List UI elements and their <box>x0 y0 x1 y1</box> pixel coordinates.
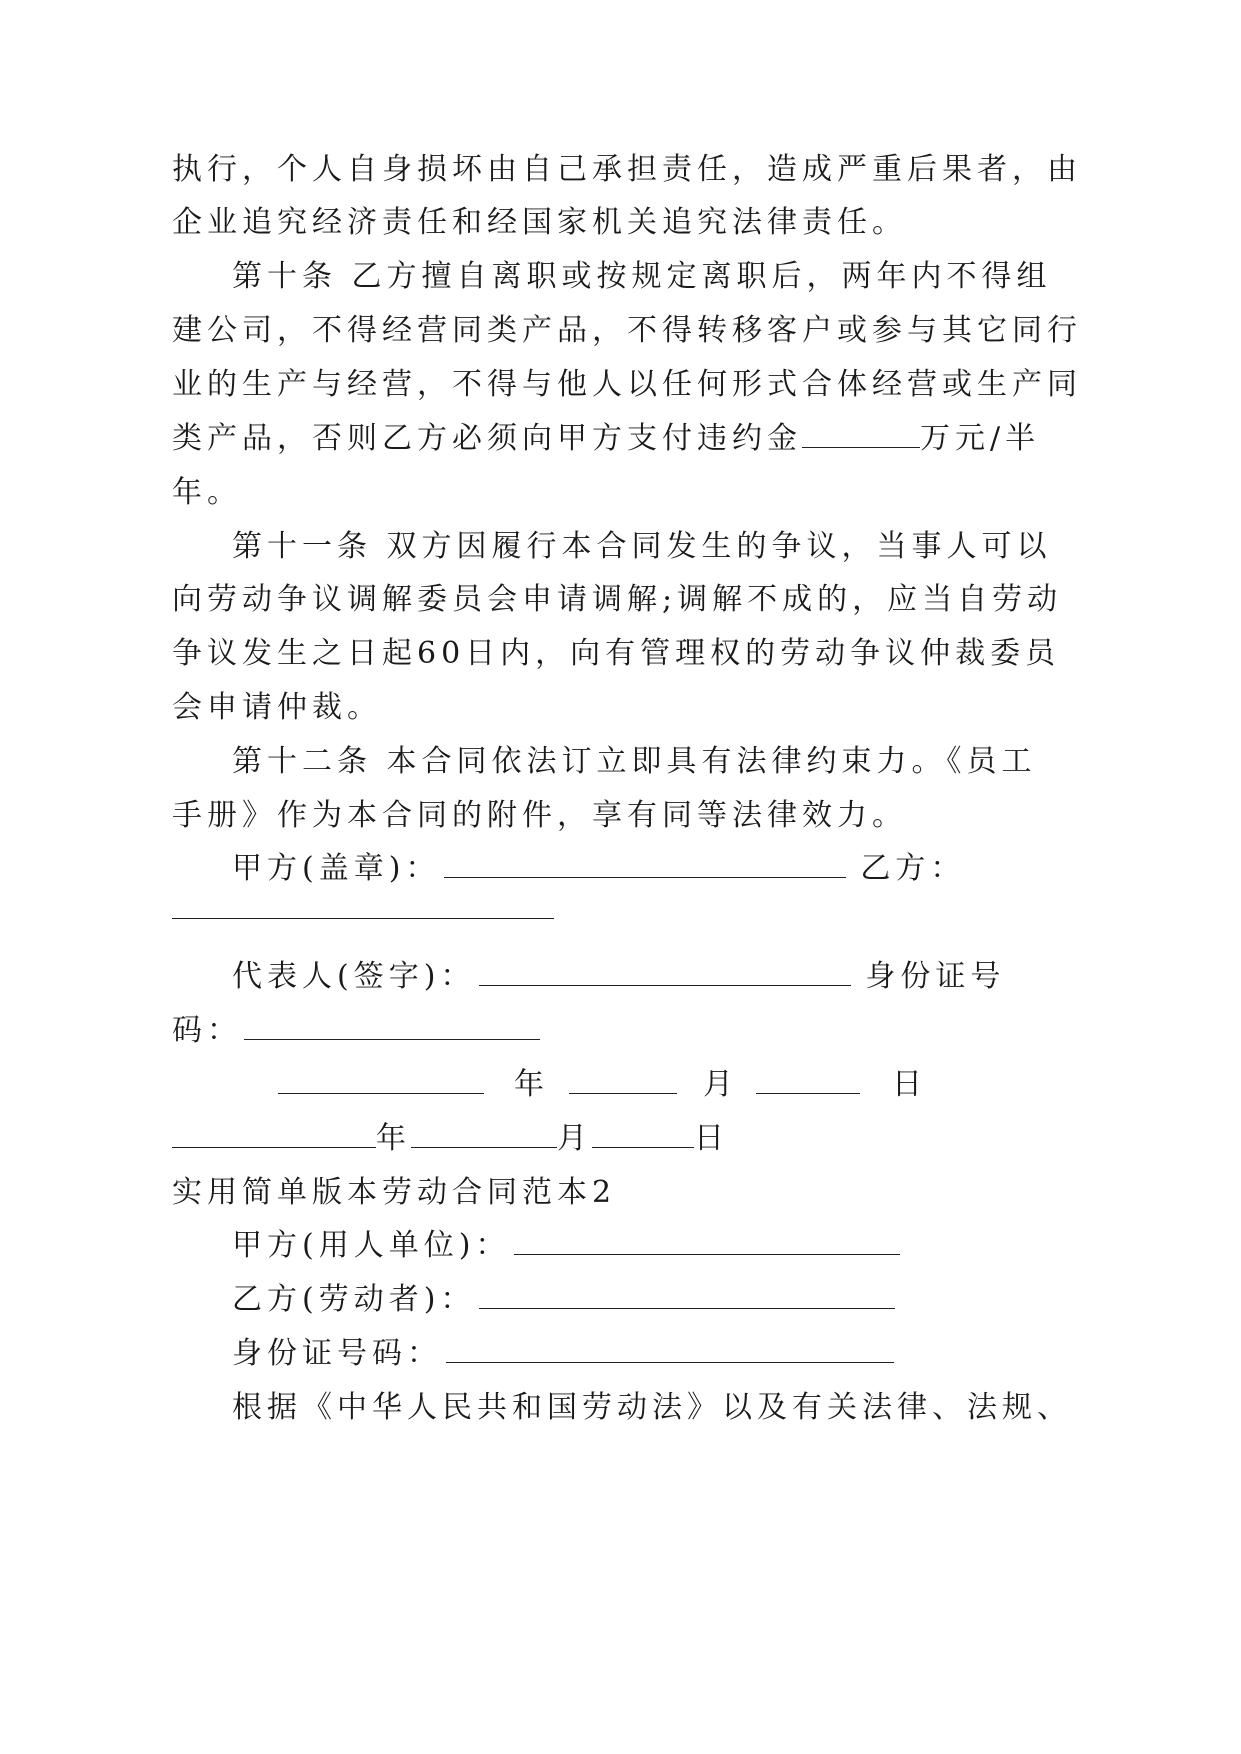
day-blank[interactable] <box>756 1065 860 1094</box>
paragraph-line <box>172 203 907 243</box>
text-line: 年。 <box>172 475 242 510</box>
id-row <box>232 1334 894 1374</box>
text-line: 第十二条 本合同依法订立即具有法律约束力。《员工 <box>232 744 1037 779</box>
text-line: 向劳动争议调解委员会申请调解;调解不成的，应当自劳动 <box>172 582 1063 617</box>
employer-label: 甲方(用人单位)： <box>232 1228 511 1263</box>
paragraph-line <box>172 688 382 728</box>
party-a-seal-blank[interactable] <box>444 849 846 878</box>
id-label: 身份证号码： <box>232 1336 442 1371</box>
year-label: 年 <box>514 1067 549 1102</box>
paragraph-line <box>172 311 1082 351</box>
representative-signature-blank[interactable] <box>479 957 851 986</box>
clause-11 <box>232 527 1052 567</box>
text-line: 执行，个人自身损坏由自己承担责任，造成严重后果者，由 <box>172 152 1082 187</box>
text-line: 根据《中华人民共和国劳动法》以及有关法律、法规、 <box>232 1390 1072 1425</box>
legal-basis-line <box>232 1388 1072 1428</box>
worker-label: 乙方(劳动者)： <box>232 1282 476 1317</box>
year-label: 年 <box>376 1121 411 1156</box>
id-number-blank[interactable] <box>244 1011 540 1040</box>
text-line: 手册》作为本合同的附件，享有同等法律效力。 <box>172 798 907 833</box>
paragraph-line <box>172 150 1082 190</box>
date-row-a <box>278 1065 927 1105</box>
text-line: 会申请仲裁。 <box>172 690 382 725</box>
representative-row <box>232 957 1005 997</box>
paragraph-line <box>172 365 1082 405</box>
employer-row <box>232 1226 900 1266</box>
paragraph-line <box>172 580 1062 620</box>
text-line: 万元/半 <box>920 421 1041 456</box>
paragraph-line <box>172 419 1040 459</box>
text-line: 建公司，不得经营同类产品，不得转移客户或参与其它同行 <box>172 313 1082 348</box>
worker-blank[interactable] <box>479 1280 895 1309</box>
penalty-amount-blank[interactable] <box>802 419 920 448</box>
day-blank[interactable] <box>592 1119 694 1148</box>
clause-10 <box>232 257 1052 297</box>
month-label: 月 <box>557 1121 592 1156</box>
id-blank[interactable] <box>446 1334 894 1363</box>
party-b-blank[interactable] <box>172 890 554 919</box>
paragraph-line <box>172 796 907 836</box>
representative-label: 代表人(签字)： <box>232 959 476 994</box>
paragraph-line <box>172 473 242 513</box>
party-b-blank-row <box>172 890 554 930</box>
party-b-label: 乙方： <box>860 851 966 886</box>
contract-sample-2-title: 实用简单版本劳动合同范本2 <box>172 1175 617 1210</box>
party-a-signature-row <box>232 849 965 889</box>
text-line: 争议发生之日起60日内，向有管理权的劳动争议仲裁委员 <box>172 636 1061 671</box>
month-label: 月 <box>703 1067 738 1102</box>
worker-row <box>232 1280 895 1320</box>
id-number-label-cont: 码： <box>172 1013 242 1048</box>
date-row-b <box>172 1119 729 1159</box>
text-line: 企业追究经济责任和经国家机关追究法律责任。 <box>172 205 907 240</box>
text-line: 类产品，否则乙方必须向甲方支付违约金 <box>172 421 802 456</box>
section-title <box>172 1173 616 1213</box>
day-label: 日 <box>892 1067 927 1102</box>
id-number-row <box>172 1011 540 1051</box>
id-number-label: 身份证号 <box>865 959 1006 994</box>
year-blank[interactable] <box>172 1119 376 1148</box>
party-a-label: 甲方(盖章)： <box>232 851 441 886</box>
clause-12 <box>232 742 1037 782</box>
day-label: 日 <box>694 1121 729 1156</box>
text-line: 第十条 乙方擅自离职或按规定离职后，两年内不得组 <box>232 259 1052 294</box>
employer-blank[interactable] <box>514 1226 900 1255</box>
month-blank[interactable] <box>569 1065 677 1094</box>
year-blank[interactable] <box>278 1065 484 1094</box>
paragraph-line <box>172 634 1060 674</box>
text-line: 第十一条 双方因履行本合同发生的争议，当事人可以 <box>232 529 1052 564</box>
text-line: 业的生产与经营，不得与他人以任何形式合体经营或生产同 <box>172 367 1082 402</box>
month-blank[interactable] <box>411 1119 557 1148</box>
